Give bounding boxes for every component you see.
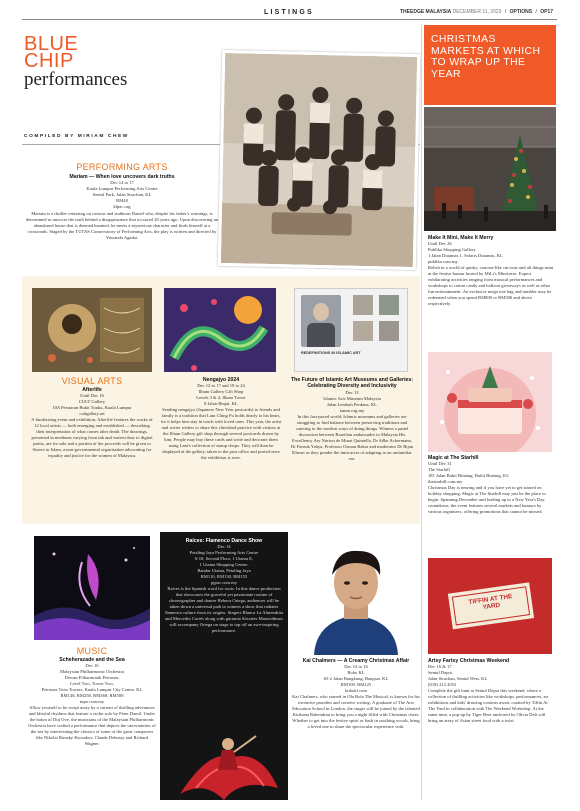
kai-chalmers-details: Dec 14 to 16 Bobo KL 65-2 Jalan Bangkung, Bangsar, KL RM100, RM125 bobokl.com: [292, 664, 420, 694]
raices-body: Raíces is the Spanish word for roots. In this dance production that showcases the graceful yet passionate routine of choreographer and dancer Rebeca Ortega, audiences will be taken down a universal path to witness a show that radiates flamenco culture from its origins. Singers Blanca La Almendrita and Mercedes Cortés along with guitarist Sócrates Mastrodimos will accompany Ortega on stage to top off an awe-inspiring performance.: [164, 586, 284, 634]
scheherazade-listing: [28, 657, 156, 747]
mariam-cast-photo: [218, 50, 420, 270]
islamic-art-details: Dec 13 Islamic Arts Museum Malaysia Jalan Lembah Perdana, KL iamm.org.my: [290, 390, 414, 414]
starhill-listing: [428, 455, 554, 515]
starhill-link[interactable]: thestarhill.com.my: [428, 479, 463, 485]
make-it-mini-listing: [428, 235, 554, 307]
islamic-art-body: In this fast-paced world, Islamic museums and galleries are struggling to find balance between preserving traditions and catering to the modern ways of doing things. Witness a panel discussion between Brazilian ambassador to Malaysia His Excellency Ary Norton de Murat Quintella, Dr Silke Ackermann, Dr Farouk Yahya, Professor Osman Bakar and moderator Dr Bijan Kheari as they ponder the intricacies of adapting to an unfamiliar era.: [290, 413, 414, 461]
speaker-thumb-3: [353, 321, 373, 341]
artsy-fartsy-details: Dec 16 & 17 Sentul Depot Jalan Strachan, Sentul West, KL (018) 212 2052: [428, 664, 554, 688]
klpac-link[interactable]: klpac.org: [113, 204, 131, 210]
publika-link[interactable]: publika.com.my: [428, 259, 458, 265]
title-blue: BLUE: [24, 33, 79, 55]
afterlife-listing: [30, 387, 154, 459]
starhill-title: Magic at The Starhill: [428, 455, 479, 461]
christmas-banner: [424, 25, 556, 105]
section-header: LISTINGS: [264, 9, 314, 16]
mpo-link[interactable]: mpo.com.my: [79, 699, 105, 705]
make-it-mini-title: Make It Mini, Make It Merry: [428, 235, 494, 241]
mall-tree-illustration: [424, 107, 556, 231]
nengajyo-postcard-art: [164, 288, 276, 372]
ticket-text: TIFFIN AT THE YARD: [468, 593, 513, 612]
kai-chalmers-photo: [296, 535, 416, 655]
dragon-art-illustration: [164, 288, 276, 372]
pub-section: OPTIONS: [509, 9, 533, 15]
artsy-fartsy-title: Artsy Fartsy Christmas Weekend: [428, 658, 510, 664]
raices-listing: [164, 538, 284, 634]
publika-market-photo: [424, 107, 556, 231]
feature-title: [24, 33, 128, 90]
nengajyo-title: Nengajyo 2024: [202, 377, 240, 383]
issue-date: DECEMBER 11, 2023: [452, 9, 502, 15]
bobokl-link[interactable]: bobokl.com: [345, 688, 367, 694]
nengajyo-details: Dec 12 to 17 and 19 to 24 Ilham Gallery Gift Shop Levels 3 & 4, Ilham Tower 8 Jalan Binjai, KL: [196, 383, 246, 407]
speaker-thumb-1: [353, 295, 373, 315]
nengajyo-body: Sending nengajyo (Japanese New Year postcards) to friends and family is a tradition that Lam Ching Fu holds dearly to his heart, for it helps him stay in touch with loved ones. This year, the artist and writer wishes to share this cherished practice with visitors at the Ilham Gallery gift shop through several postcards drawn by him. People may buy these cards and write and decorate them using Lam's collection of stamp chops. They will then be displayed at the gallery, taken to the post office and posted once the exhibition is over.: [160, 407, 282, 461]
flamenco-illustration: [160, 718, 288, 800]
byline: COMPILED BY MIRIAM CHEW: [24, 134, 129, 139]
event-card-title: REDEFINITIONS IN ISLAMIC ART: [301, 351, 361, 355]
title-chip: CHIP: [24, 50, 74, 72]
kai-portrait-illustration: [296, 535, 416, 655]
section-performing-arts: PERFORMING ARTS: [76, 162, 168, 172]
afterlife-title: Afterlife: [82, 387, 102, 393]
flamenco-dancer-photo: [160, 718, 288, 800]
kai-chalmers-body: Kai Chalmers, who starred in Ola Bola The Musical, is known for his inventive parodies and creative writing. A graduate of The Arts Education School in London, the singer will be joined by the talented Kirthana Rahendran to bring you a night filled with Christmas cheer. Whether to get into the festive spirit or bask in soothing vocals, bring a loved one to share the spectacular experience with.: [292, 694, 420, 730]
paper-logo: THEEDGE MALAYSIA: [400, 9, 452, 15]
cultgallery-link[interactable]: cultgallery.art: [79, 411, 105, 417]
scheherazade-title: Scheherazade and the Sea: [59, 657, 125, 663]
iamm-link[interactable]: iamm.org.my: [339, 407, 365, 413]
kai-chalmers-listing: [292, 658, 420, 730]
afterlife-artwork: [32, 288, 152, 372]
title-performances: performances: [24, 69, 128, 90]
islamic-art-panel-card: [294, 288, 408, 372]
section-music: MUSIC: [76, 646, 108, 656]
mariam-listing: [24, 174, 220, 241]
starhill-cake-art: [428, 352, 552, 452]
speaker-thumb-4: [379, 321, 399, 341]
scheherazade-body: Allow yourself to be swept away by a current of thrilling adventures and blissful rhythms that feature a violin solo by Peter Daniil. Under the baton of Diji Ove, the musicians of the Malaysian Philharmonic Orchestra have crafted a performance that depicts the uncertainties of the sea by intertwining the classics of some of the great composers like Nikolai Rimsky-Korsakov, Claude Debussy and Richard Wagner.: [28, 705, 156, 747]
scheherazade-details: Dec 16 Malaysian Philharmonic Orchestra Dewan Filharmonik Petronas, Level Two, Tower Two, Petronas Twin Towers, Kuala Lumpur City Centre, KL RM148, RM258, RM368, RM508 mpo.com.my: [28, 663, 156, 705]
scheherazade-artwork: [34, 536, 150, 640]
artsy-fartsy-ticket-image: [428, 558, 552, 654]
pjpac-link[interactable]: pjpac.com.my: [210, 580, 238, 586]
raices-details: Dec 14 Petaling Jaya Performing Arts Centre 6-10, Second Floor, 1 Utama E, 1 Utama Shopping Centre, Bandar Utama, Petaling Jaya RM110, RM130, RM155 pjpac.com.my: [164, 544, 284, 586]
starhill-magic-illustration: [428, 352, 552, 452]
artsy-fartsy-listing: [428, 658, 554, 724]
artsy-fartsy-body: Complete the gift hunt at Sentul Depot this weekend, where a collection of thrilling activities like workshops, performances, art exhibitions and kids' drawing contests await, curated by Tiffin At The Yard in collaboration with The Weekend Workshop. At the same time, a pop-up by Tiger Beer anchored by Olivia Deli will bring an array of Asian street food with a twist.: [428, 688, 549, 724]
scheherazade-illustration: [34, 536, 150, 640]
mariam-details: Dec 14 to 17 Kuala Lumpur Performing Arts Centre Sentul Park, Jalan Strachan, KL RM40 klpac.org: [24, 180, 220, 210]
section-visual-arts: VISUAL ARTS: [61, 376, 123, 386]
page-number: OP17: [540, 9, 554, 15]
christmas-title: CHRISTMAS MARKETS AT WHICH TO WRAP UP THE YEAR: [431, 34, 541, 80]
make-it-mini-body: Relish in a world of quirky, cartoon-like cut-outs and all things mini at the festive bazaar hosted by MiLi's Miniverse. Expect exhilarating activities ranging from musical performances and workshops to cotton candy and balloon giveaways as well as other fun entertainment. An exclusive mega tote bag and tumbler may be redeemed when you spend RM800 or RM500 and above respectively.: [428, 265, 554, 307]
mariam-title: Mariam — When love uncovers dark truths: [69, 174, 175, 180]
kai-chalmers-title: Kai Chalmers — A Creamy Christmas Affair: [302, 658, 410, 664]
raices-title: Raíces: Flamenco Dance Show: [185, 538, 263, 544]
islamic-art-title: The Future of Islamic Art Museums and Galleries: Celebrating Diversity and Inclusivity: [290, 377, 414, 390]
speaker-thumb-2: [379, 295, 399, 315]
artsy-phone[interactable]: (018) 212 2052: [428, 682, 457, 688]
masthead: THEEDGE MALAYSIA DECEMBER 11, 2023 / OPTIONS / OP17: [400, 9, 554, 15]
column-divider: [421, 25, 422, 800]
starhill-body: Christmas Day is nearing and if you have yet to get started on holiday shopping, Magic at The Starhill may just be the place to begin. Spanning December and leading up to a New Year's Day countdown, the event features several markets and bazaars by various organisers, offering promotions that cannot be missed.: [428, 485, 546, 515]
starhill-details: Until Dec 31 The Starhill 181 Jalan Bukit Bintang, Bukit Bintang, KL thestarhill.com.my: [428, 461, 554, 485]
nengajyo-listing: [160, 377, 282, 461]
make-it-mini-details: Until Dec 26 Publika Shopping Gallery 1 Jalan Dutamas 1, Solaris Dutamas, KL publika.com.my: [428, 241, 554, 265]
islamic-art-listing: [290, 377, 414, 462]
mariam-body: Mariam is a thriller centering on curious and stubborn Daniel who, despite his father's warnings, is determined to uncover the truth behind a disappearance that occurred 20 years ago. Upon discovering an abandoned house that is deemed haunted, he meets a mysterious character and finds himself at a crossroads. Staged by the TUTAS Conservatory of Performing Arts, the play is written and directed by Yuwanda Agatha.: [25, 210, 219, 240]
afterlife-art-illustration: [32, 288, 152, 372]
afterlife-details: Until Dec 16 CULT Gallery 10A Persiaran Bukit Tunku, Kuala Lumpur cultgallery.art: [30, 393, 154, 417]
header-rule: [22, 19, 557, 20]
speaker-main-portrait: [301, 295, 341, 347]
afterlife-body: A fundraising event and exhibition, Afterlife features the works of 12 local artists — both emerging and established — describing their interpretation of what comes after death. The drawings, presented in mediums varying from ink and watercolour to digital prints, are for sale and a portion of the proceeds will be given to Sisters in Islam, a non-governmental organisation advocating for equality and justice for the women of Malaysia.: [31, 417, 153, 459]
cast-photo-illustration: [221, 53, 417, 267]
